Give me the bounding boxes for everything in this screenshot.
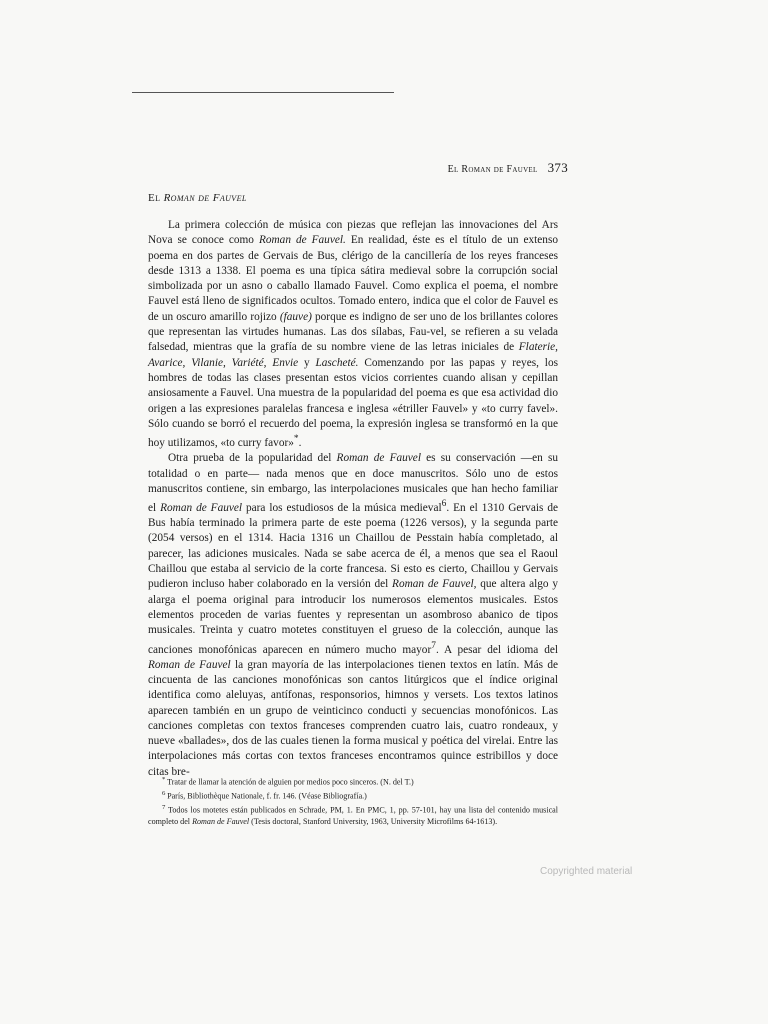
italic-text: Roman de Fauvel	[148, 658, 231, 671]
section-heading-prefix: El	[148, 192, 164, 204]
section-heading	[148, 192, 247, 204]
text-run: París, Bibliothèque Nationale, f. fr. 146. (Véase Bibliografía.)	[167, 791, 367, 801]
italic-text: Roman de Fauvel	[192, 816, 250, 826]
text-run: la gran mayoría de las interpolaciones tienen textos en latín. Más de cincuenta de las canciones monofónicas son cantos litúrgicos que el índice original identifica como aleluyas, antífonas, responsorios, himnos y versets. Los textos latinos aparecen también en un grupo de veinticinco conducti y secuencias monofónicos. Las canciones completas con textos franceses comprenden cuatro lais, cuatro rondeaux, y nueve «ballades», dos de las cuales tienen la forma musical y poética del virelai. Entre las interpolaciones más cortas con textos franceses encontramos quince estribillos y doce citas bre-	[148, 658, 558, 778]
note-marker: *	[293, 434, 299, 445]
text-run: es su conservación —en su totalidad o en parte— nada menos que en doce manuscritos. Sólo uno de estos manuscritos contiene, sin embargo, las interpolaciones musicales que han hecho familiar el	[148, 452, 558, 514]
text-run: Comenzando por las papas y reyes, los hombres de todas las clases presentan estos vicios corrientes cuando alisan y cepillan ansiosamente a Fauvel. Una muestra de la popularidad del poema es que esa actividad dio origen a las expresiones paralelas francesa e inglesa «étriller Fauvel» y «to curry favel». Sólo cuando se borró el recuerdo del poema, la expresión inglesa se transformó en la que hoy utilizamos, «to curry favor»	[148, 356, 558, 449]
section-heading-title: Roman de Fauvel	[163, 192, 247, 204]
text-run: . En el 1310 Gervais de Bus había terminado la primera parte de este poema (1226 versos), y la segunda parte (2054 versos) en el 1314. Hacia 1316 un Chaillou de Pesstain había completado, al parecer, las adiciones musicales. Nada se sabe acerca de él, a menos que sea el Raoul Chaillou que estaba al servicio de la corte francesa. Si esto es cierto, Chaillou y Gervais pudieron incluso haber colaborado en la versión del	[148, 501, 558, 591]
note-marker: *	[162, 776, 168, 783]
note-marker: 6	[162, 789, 168, 797]
note-marker: 6	[441, 499, 447, 510]
copyright-watermark: Copyrighted material	[540, 866, 633, 877]
text-run: En realidad, éste es el título de un extenso poema en dos partes de Gervais de Bus, clérigo de la cancillería de los reyes franceses desde 1313 a 1338. El poema es una típica sátira medieval sobre la corrupción social simbolizada por un asno o caballo llamado Fauvel. Como explica el poema, el nombre Fauvel está lleno de significados ocultos. Tomado entero, indica que el color de Fauvel es de un oscuro amarillo rojizo	[148, 234, 558, 323]
running-head	[400, 160, 568, 176]
text-run: porque es indigno de ser uno de los brillantes colores que representan las virtudes humanas. Las dos sílabas, Fau-vel, se refieren a su velada falsedad, mientras que la grafía de su nombre viene de las letras iniciales de	[148, 310, 558, 354]
text-run: Otra prueba de la popularidad del	[168, 452, 337, 465]
text-run: La primera colección de música con piezas que reflejan las innovaciones del Ars Nova se conoce como	[148, 219, 558, 247]
italic-text: Lascheté.	[315, 356, 359, 369]
italic-text: Roman de Fauvel	[160, 501, 243, 514]
paragraph	[148, 218, 558, 451]
footnote	[148, 802, 558, 827]
note-marker: 7	[162, 803, 168, 811]
footnote	[148, 788, 558, 802]
footnote	[148, 774, 558, 788]
body-text	[148, 218, 558, 780]
page-number: 373	[547, 160, 568, 175]
running-head-title: El Roman de Fauvel	[447, 164, 538, 175]
italic-text: Roman de Fauvel	[336, 452, 421, 465]
text-run: (Tesis doctoral, Stanford University, 1963, University Microfilms 64-1613).	[249, 816, 498, 826]
text-run: y	[298, 356, 316, 369]
italic-text: Roman de Fauvel,	[392, 578, 477, 591]
note-marker: 7	[431, 640, 436, 651]
text-run: para los estudiosos de la música medieval	[242, 501, 442, 514]
header-rule	[132, 92, 394, 93]
italic-text: (fauve)	[279, 310, 312, 323]
text-run: . A pesar del idioma del	[435, 643, 559, 656]
italic-text: Roman de Fauvel.	[258, 234, 346, 247]
text-run: que altera algo y alarga el poema original para introducir los numerosos elementos musicales. Estos elementos proceden de varias fuentes y representan un asombroso abanico de tipos musicales. Treinta y cuatro motetes constituyen el grueso de la colección, aunque las canciones monofónicas aparecen en número mucho mayor	[148, 578, 558, 656]
italic-text: Flaterie, Avarice, Vilanie, Variété, Envie	[148, 341, 558, 369]
paragraph	[148, 451, 558, 780]
text-run: Todos los motetes están publicados en Schrade, PM, 1. En PMC, 1, pp. 57-101, hay una lista del contenido musical completo del	[148, 805, 559, 826]
footnotes	[148, 774, 558, 827]
text-run: Tratar de llamar la atención de alguien por medios poco sinceros. (N. del T.)	[167, 777, 414, 787]
text-run: .	[298, 436, 302, 449]
